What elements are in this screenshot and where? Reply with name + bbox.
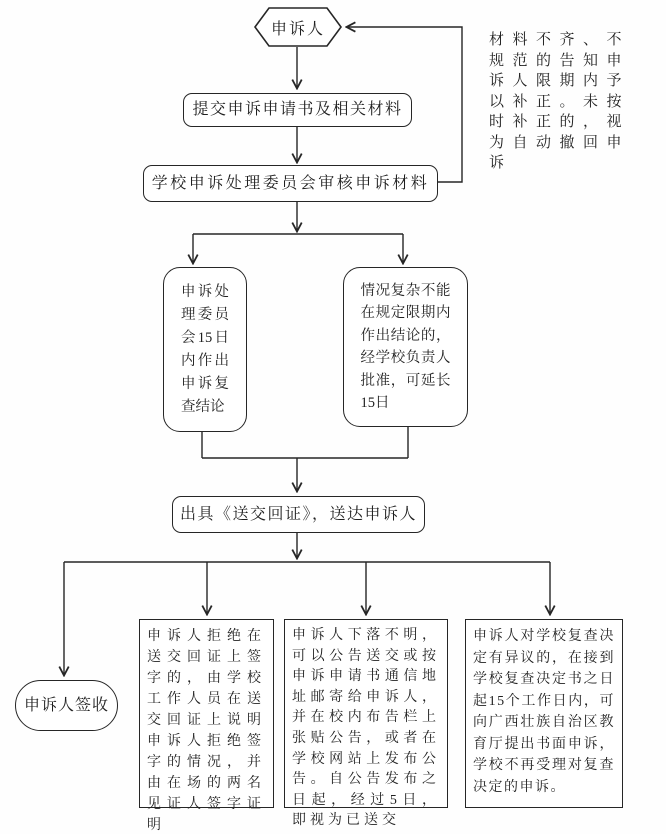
decision-right-node <box>343 267 468 427</box>
submit-node <box>183 93 412 127</box>
whereabouts-unknown-node <box>284 619 448 829</box>
refuse-sign-label: 申诉人拒绝在送交回证上签字的，由学校工作人员在送交回证上说明申诉人拒绝签字的情况，并由在场的两名见证人签字证明 <box>147 629 266 833</box>
applicant-node <box>255 8 341 46</box>
issue-receipt-label: 出具《送交回证》，送达申诉人 <box>179 505 417 523</box>
committee-node <box>143 165 438 202</box>
decision-left-node <box>163 267 247 432</box>
incomplete-materials-note-text: 材料不齐、不规范的告知申诉人限期内予以补正。未按时补正的，视为自动撤回申诉 <box>489 32 627 171</box>
decision-right-label: 情况复杂不能在规定限期内作出结论的，经学校负责人批准，可延长15日 <box>360 282 451 411</box>
sign-receive-label: 申诉人签收 <box>23 696 109 714</box>
incomplete-materials-note <box>489 30 627 174</box>
refuse-sign-node <box>139 619 274 833</box>
issue-receipt-node <box>172 496 425 533</box>
whereabouts-unknown-label: 申诉人下落不明，可以公告送交或按申诉申请书通信地址邮寄给申诉人，并在校内布告栏上张贴公告，或者在学校网站上发布公告。自公告发布之日起，经过5日，即视为已送交 <box>292 628 440 829</box>
applicant-label: 申诉人 <box>270 20 325 38</box>
objection-label: 申诉人对学校复查决定有异议的，在接到学校复查决定书之日起15个工作日内，可向广西壮族自治区教育厅提出书面申诉，学校不再受理对复查决定的申诉。 <box>473 629 615 795</box>
sign-receive-node <box>15 680 118 731</box>
objection-node <box>465 619 623 808</box>
submit-label: 提交申诉申请书及相关材料 <box>192 101 403 118</box>
committee-label: 学校申诉处理委员会审核申诉材料 <box>151 174 430 192</box>
decision-left-label: 申诉处理委员会15日内作出申诉复查结论 <box>181 283 229 415</box>
